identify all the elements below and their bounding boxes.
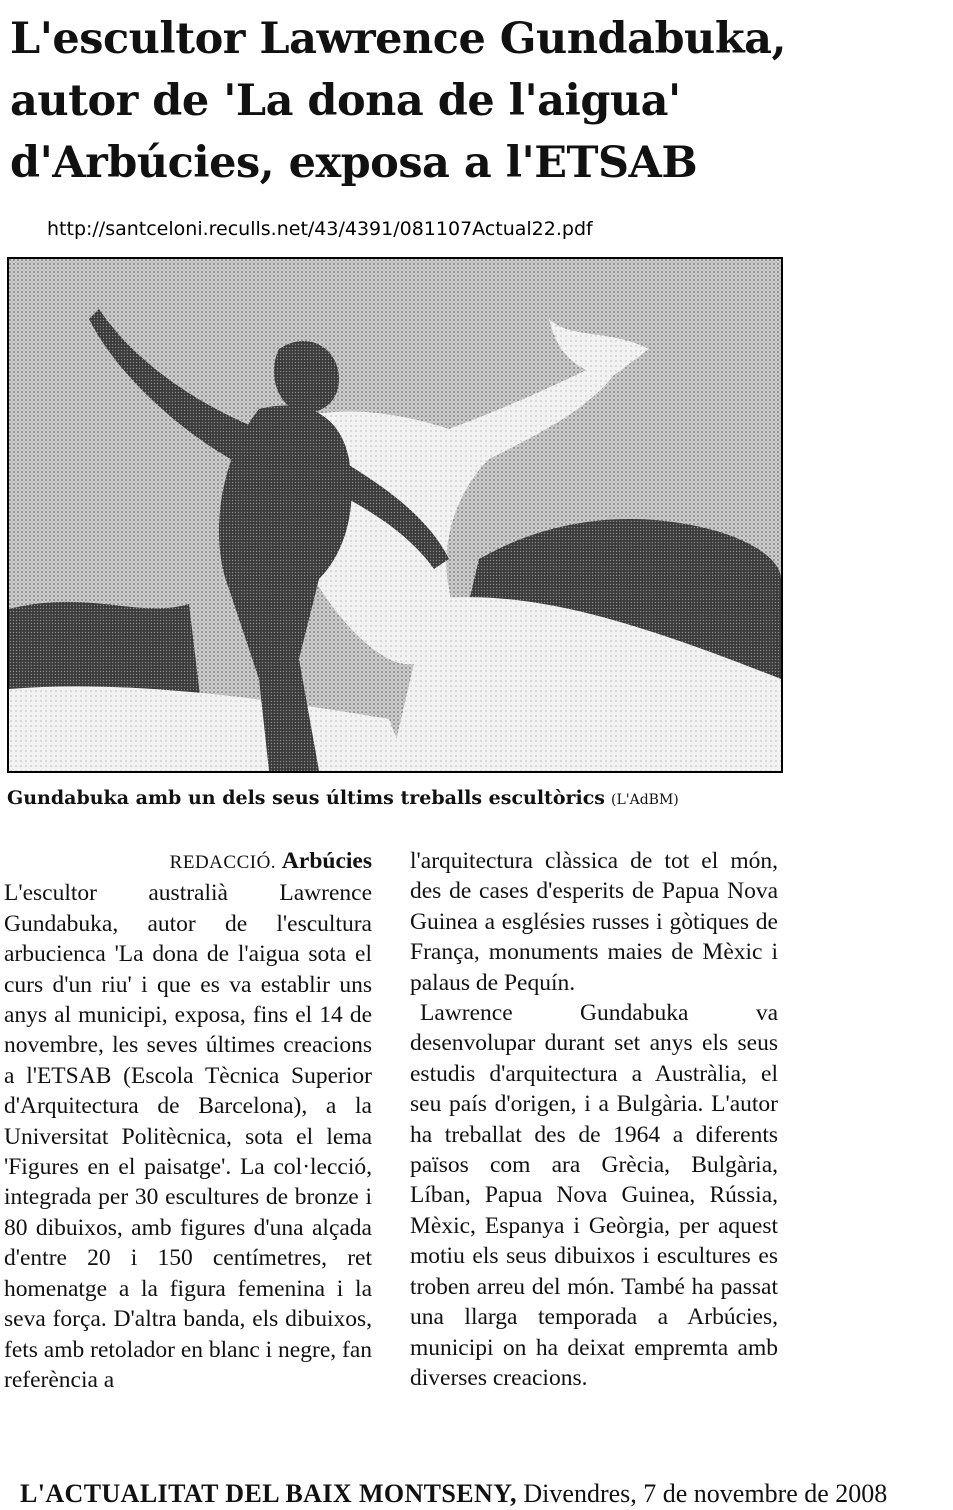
source-url: http://santceloni.reculls.net/43/4391/081107Actual22.pdf: [47, 218, 593, 240]
publication-name: L'ACTUALITAT DEL BAIX MONTSENY,: [20, 1479, 517, 1508]
sculptor-photo-illustration: [9, 259, 781, 771]
publication-footer: [20, 1479, 887, 1509]
byline: [4, 846, 372, 878]
headline-line-1: L'escultor Lawrence Gundabuka,: [10, 14, 786, 64]
byline-label: REDACCIÓ.: [169, 852, 277, 873]
headline-line-2: autor de 'La dona de l'aigua': [10, 76, 681, 126]
publication-date: Divendres, 7 de novembre de 2008: [523, 1479, 888, 1508]
byline-place: Arbúcies: [281, 848, 372, 874]
photo-credit: (L'AdBM): [611, 792, 679, 808]
article-column-right: [410, 846, 778, 1393]
article-paragraph-2: Lawrence Gundabuka va desenvolupar durant set anys els seus estudis d'arquitectura a Austràlia, el seu país d'origen, i a Bulgària. L'autor ha treballat des de 1964 a diferents països com ara Grècia, Bulgària, Líban, Papua Nova Guinea, Rússia, Mèxic, Espanya i Geòrgia, per aquest motiu els seus dibuixos i escultures es troben arreu del món. També ha passat una llarga temporada a Arbúcies, municipi on ha deixat empremta amb diverses creacions.: [410, 1000, 778, 1391]
article-paragraph-1-continued: l'arquitectura clàssica de tot el món, des de cases d'esperits de Papua Nova Guinea a esglésies russes i gòtiques de França, monuments maies de Mèxic i palaus de Pequín.: [410, 848, 778, 996]
article-column-left: [4, 846, 372, 1395]
caption-text: Gundabuka amb un dels seus últims treballs escultòrics: [7, 787, 605, 809]
article-paragraph-1: L'escultor australià Lawrence Gundabuka, autor de l'escultura arbucienca 'La dona de l'aigua sota el curs d'un riu' i que es va establir uns anys al municipi, exposa, fins el 14 de novembre, les seves últimes creacions a l'ETSAB (Escola Tècnica Superior d'Arquitectura de Barcelona), a la Universitat Politècnica, sota el lema 'Figures en el paisatge'. La col·lecció, integrada per 30 escultures de bronze i 80 dibuixos, amb figures d'una alçada d'entre 20 i 150 centímetres, ret homenatge a la figura femenina i la seva força. D'altra banda, els dibuixos, fets amb retolador en blanc i negre, fan referència a: [4, 880, 373, 1393]
article-photo: [7, 257, 783, 773]
headline-line-3: d'Arbúcies, exposa a l'ETSAB: [10, 138, 698, 188]
headline: [10, 8, 810, 194]
photo-caption: [7, 787, 679, 809]
